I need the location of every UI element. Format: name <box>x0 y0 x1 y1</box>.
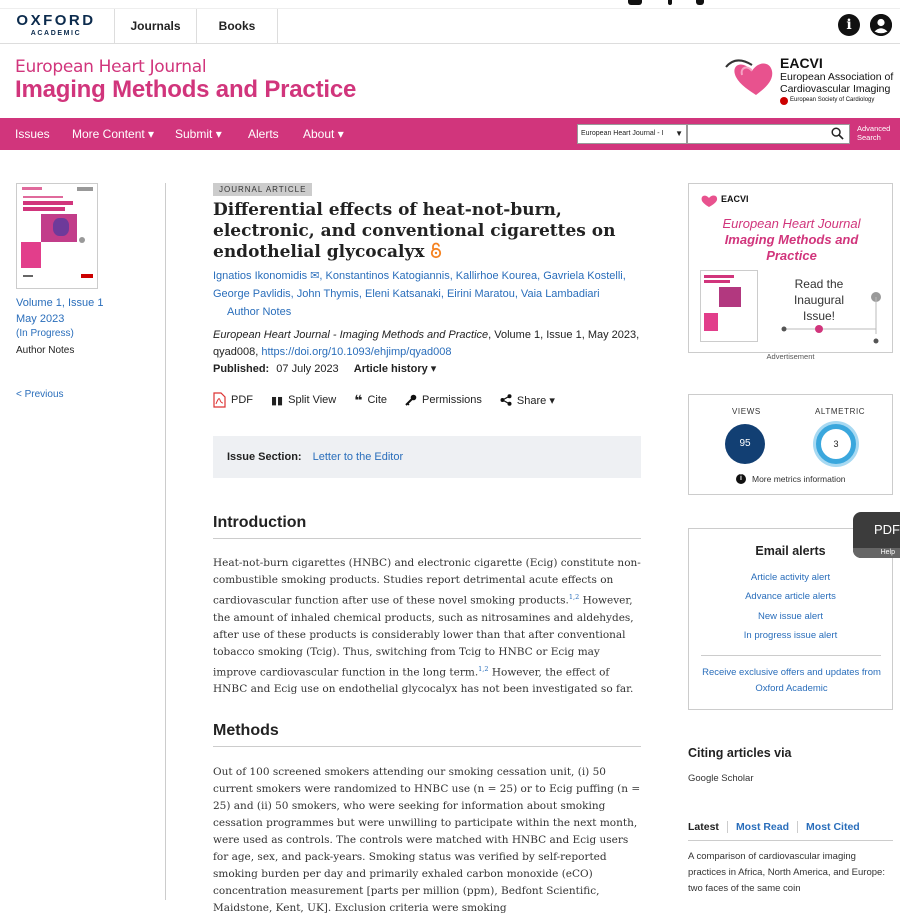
share-icon <box>500 394 512 406</box>
nav-about[interactable] <box>303 118 344 150</box>
permissions-button[interactable] <box>405 394 482 406</box>
tab-most-cited[interactable]: Most Cited <box>797 821 868 833</box>
ad-acronym: EACVI <box>721 194 749 204</box>
published-info <box>213 362 436 375</box>
article-title-text: Differential effects of heat-not-burn, electronic, and conventional cigarettes on endothelial glycocalyx <box>213 200 616 262</box>
top-nav-journals[interactable]: Journals <box>114 9 196 44</box>
advanced-search-line2: Search <box>857 133 881 142</box>
society-name <box>780 71 893 95</box>
pdf-button[interactable] <box>213 392 253 408</box>
split-view-button[interactable] <box>271 394 336 407</box>
eacvi-logo[interactable] <box>722 55 897 107</box>
advertisement-banner[interactable] <box>688 183 893 353</box>
receive-offers-link[interactable]: Receive exclusive offers and updates from Oxford Academic <box>702 667 881 694</box>
issue-date[interactable]: May 2023 <box>16 313 65 325</box>
top-bar <box>0 8 900 44</box>
advanced-search-link[interactable] <box>857 124 890 142</box>
logo-line2: ACADEMIC <box>30 30 82 37</box>
nav-submit[interactable] <box>175 118 222 150</box>
nav-more-content-label: More Content <box>72 127 145 141</box>
nav-issues[interactable]: Issues <box>15 127 50 141</box>
search-input[interactable] <box>687 124 850 144</box>
advance-article-alerts-link[interactable]: Advance article alerts <box>745 591 836 602</box>
help-button[interactable]: Help <box>853 548 900 558</box>
more-metrics-label: More metrics information <box>752 474 846 484</box>
search-scope-label: European Heart Journal - I <box>581 130 664 137</box>
article-toolbar <box>213 391 573 409</box>
more-metrics-link[interactable] <box>736 474 846 484</box>
reference-link[interactable]: 1,2 <box>478 664 489 673</box>
authors-line2[interactable]: George Pavlidis, John Thymis, Eleni Katsanaki, Eirini Maratou, Vaia Lambadiari <box>213 288 600 300</box>
metrics-box <box>688 394 893 495</box>
quote-icon: ❝ <box>354 391 363 408</box>
main-nav <box>0 118 900 150</box>
oxford-academic-logo[interactable] <box>15 13 97 38</box>
article-type-tag: JOURNAL ARTICLE <box>213 183 312 196</box>
logo-line1: OXFORD <box>16 12 96 29</box>
journal-title-line1[interactable]: European Heart Journal <box>15 57 207 77</box>
cite-label: Cite <box>367 394 387 406</box>
issue-cover-thumbnail[interactable] <box>16 183 98 289</box>
society-parent: European Society of Cardiology <box>790 97 875 103</box>
split-view-icon: ▮▮ <box>271 394 284 407</box>
intro-text-3: However, the effect of HNBC and Ecig use on endothelial glycocalyx has not been investigated so far. <box>213 666 634 695</box>
journal-header <box>0 45 900 118</box>
ad-cta-line3: Issue! <box>802 309 835 323</box>
nav-submit-label: Submit <box>175 127 213 141</box>
ad-journal-line1: European Heart Journal <box>722 216 861 231</box>
top-icons <box>838 14 892 36</box>
caret-down-icon: ▾ <box>215 127 222 141</box>
altmetric-badge[interactable]: 3 <box>816 424 856 464</box>
society-acronym: EACVI <box>780 55 823 71</box>
issue-info[interactable] <box>16 295 103 327</box>
introduction-paragraph <box>213 555 645 698</box>
issue-section-link[interactable]: Letter to the Editor <box>312 451 404 463</box>
ad-cta-line2: Inaugural <box>793 293 845 307</box>
article-title <box>213 200 643 263</box>
cite-button[interactable] <box>354 392 387 409</box>
nav-about-label: About <box>303 127 335 141</box>
ad-cta-line1: Read the <box>794 277 844 291</box>
permissions-label: Permissions <box>422 394 482 406</box>
top-edge-fragment <box>628 0 708 6</box>
info-icon[interactable]: i <box>838 14 860 36</box>
search-icon[interactable] <box>831 127 844 140</box>
caret-down-icon: ▾ <box>148 127 155 141</box>
society-name-line1: European Association of <box>780 71 894 83</box>
author-list <box>213 267 643 321</box>
intro-text-2: However, the amount of inhaled chemical products, such as nitrosamines and aldehydes, after use of these products is considerably lower than that after conventional tobacco smoking (Tcig). Thus, switching from Tcig to HNBC or Ecig may improve cardiovascular function in the long term. <box>213 594 634 678</box>
published-date: 07 July 2023 <box>276 363 339 375</box>
top-nav <box>114 9 278 44</box>
pdf-icon <box>213 392 226 408</box>
latest-divider <box>688 840 893 841</box>
split-view-label: Split View <box>288 394 337 406</box>
new-issue-alert-link[interactable]: New issue alert <box>758 611 823 622</box>
info-icon: i <box>736 474 746 484</box>
author-notes-link[interactable]: Author Notes <box>227 306 292 318</box>
open-access-icon <box>430 242 442 262</box>
citation-id: qyad008, <box>213 346 259 358</box>
alerts-divider <box>701 655 881 656</box>
tab-latest[interactable]: Latest <box>688 821 719 833</box>
advertisement-label: Advertisement <box>766 352 815 361</box>
pdf-label: PDF <box>231 394 253 406</box>
reference-link[interactable]: 1,2 <box>568 593 580 601</box>
column-divider <box>165 183 166 900</box>
issue-section-label: Issue Section: <box>227 451 302 463</box>
previous-article-link[interactable]: < Previous <box>16 389 64 400</box>
ad-journal-line2: Imaging Methods and <box>724 232 859 247</box>
floating-pdf-label: PDF <box>874 522 900 537</box>
methods-heading: Methods <box>213 722 279 739</box>
ad-decoration <box>689 184 894 354</box>
citation <box>213 327 643 361</box>
floating-pdf-tab[interactable] <box>853 512 900 558</box>
article-history-toggle[interactable]: Article history ▾ <box>353 363 437 375</box>
nav-more-content[interactable] <box>72 118 154 150</box>
volume-link[interactable]: Volume 1, Issue 1 <box>16 297 104 309</box>
share-button[interactable] <box>500 394 555 407</box>
google-scholar-link[interactable]: Google Scholar <box>688 773 754 784</box>
society-name-line2: Cardiovascular Imaging <box>780 83 891 95</box>
key-icon <box>405 394 417 406</box>
doi-link[interactable]: https://doi.org/10.1093/ehjimp/qyad008 <box>261 346 452 358</box>
share-label: Share ▾ <box>516 394 555 407</box>
methods-divider <box>213 746 641 747</box>
altmetric-label: ALTMETRIC <box>815 407 866 416</box>
latest-tabs <box>688 821 868 833</box>
nav-alerts[interactable]: Alerts <box>248 127 279 141</box>
caret-down-icon: ▾ <box>337 127 344 141</box>
esc-icon <box>780 97 788 105</box>
published-label: Published: <box>213 363 270 375</box>
tab-most-read[interactable]: Most Read <box>727 821 797 833</box>
email-alerts-title: Email alerts <box>755 544 826 558</box>
citing-articles-title: Citing articles via <box>688 746 792 760</box>
search-scope-select[interactable] <box>577 124 687 144</box>
views-count: 95 <box>725 424 765 464</box>
in-progress-issue-alert-link[interactable]: In progress issue alert <box>743 630 838 641</box>
caret-down-icon: ▼ <box>675 129 683 138</box>
citation-journal: European Heart Journal - Imaging Methods and Practice <box>213 329 489 341</box>
latest-article-link[interactable]: A comparison of cardiovascular imaging practices in Africa, North America, and Europe: two faces of the same coin <box>688 851 885 894</box>
heart-icon <box>722 57 778 97</box>
top-nav-books[interactable]: Books <box>196 9 278 44</box>
views-label: VIEWS <box>732 407 761 416</box>
issue-status: (In Progress) <box>16 328 74 339</box>
introduction-heading: Introduction <box>213 514 307 531</box>
ad-journal-line3: Practice <box>766 248 817 263</box>
issue-section-box <box>213 436 641 478</box>
advanced-search-line1: Advanced <box>857 124 891 133</box>
intro-text-1: Heat-not-burn cigarettes (HNBC) and electronic cigarette (Ecig) constitute non-combustible smoking products. Studies report detrimental acute effects on cardiovascular function after use of these novel smoking products. <box>213 557 641 607</box>
journal-title-line2[interactable]: Imaging Methods and Practice <box>15 76 357 103</box>
introduction-divider <box>213 538 641 539</box>
account-icon[interactable] <box>870 14 892 36</box>
citation-volume: , Volume 1, Issue 1, May 2023, <box>488 329 640 341</box>
article-activity-alert-link[interactable]: Article activity alert <box>750 572 831 583</box>
methods-paragraph: Out of 100 screened smokers attending our smoking cessation unit, (i) 50 current smokers were randomized to HNBC use (n = 25) or to Ecig puffing (n = 25) and (ii) 50 smokers, who were seeking for information about smoking cessation programmes but were unwilling to participate within the next month, were used as controls. The controls were matched with HNBC and Ecig users for age, sex, and pack-years. Smoking status was verified by self-reported smoking burden per day and primarily exhaled carbon monoxide (eCO) concentration measurement [parts per million (ppm), Bedfont Scientific, Maidstone, Kent, UK]. Exclusion criteria were smoking <box>213 766 641 914</box>
authors-line1[interactable]: Ignatios Ikonomidis ✉, Konstantinos Katogiannis, Kallirhoe Kourea, Gavriela Kostelli, <box>213 270 626 282</box>
author-notes-fragment: Author Notes <box>16 345 75 356</box>
